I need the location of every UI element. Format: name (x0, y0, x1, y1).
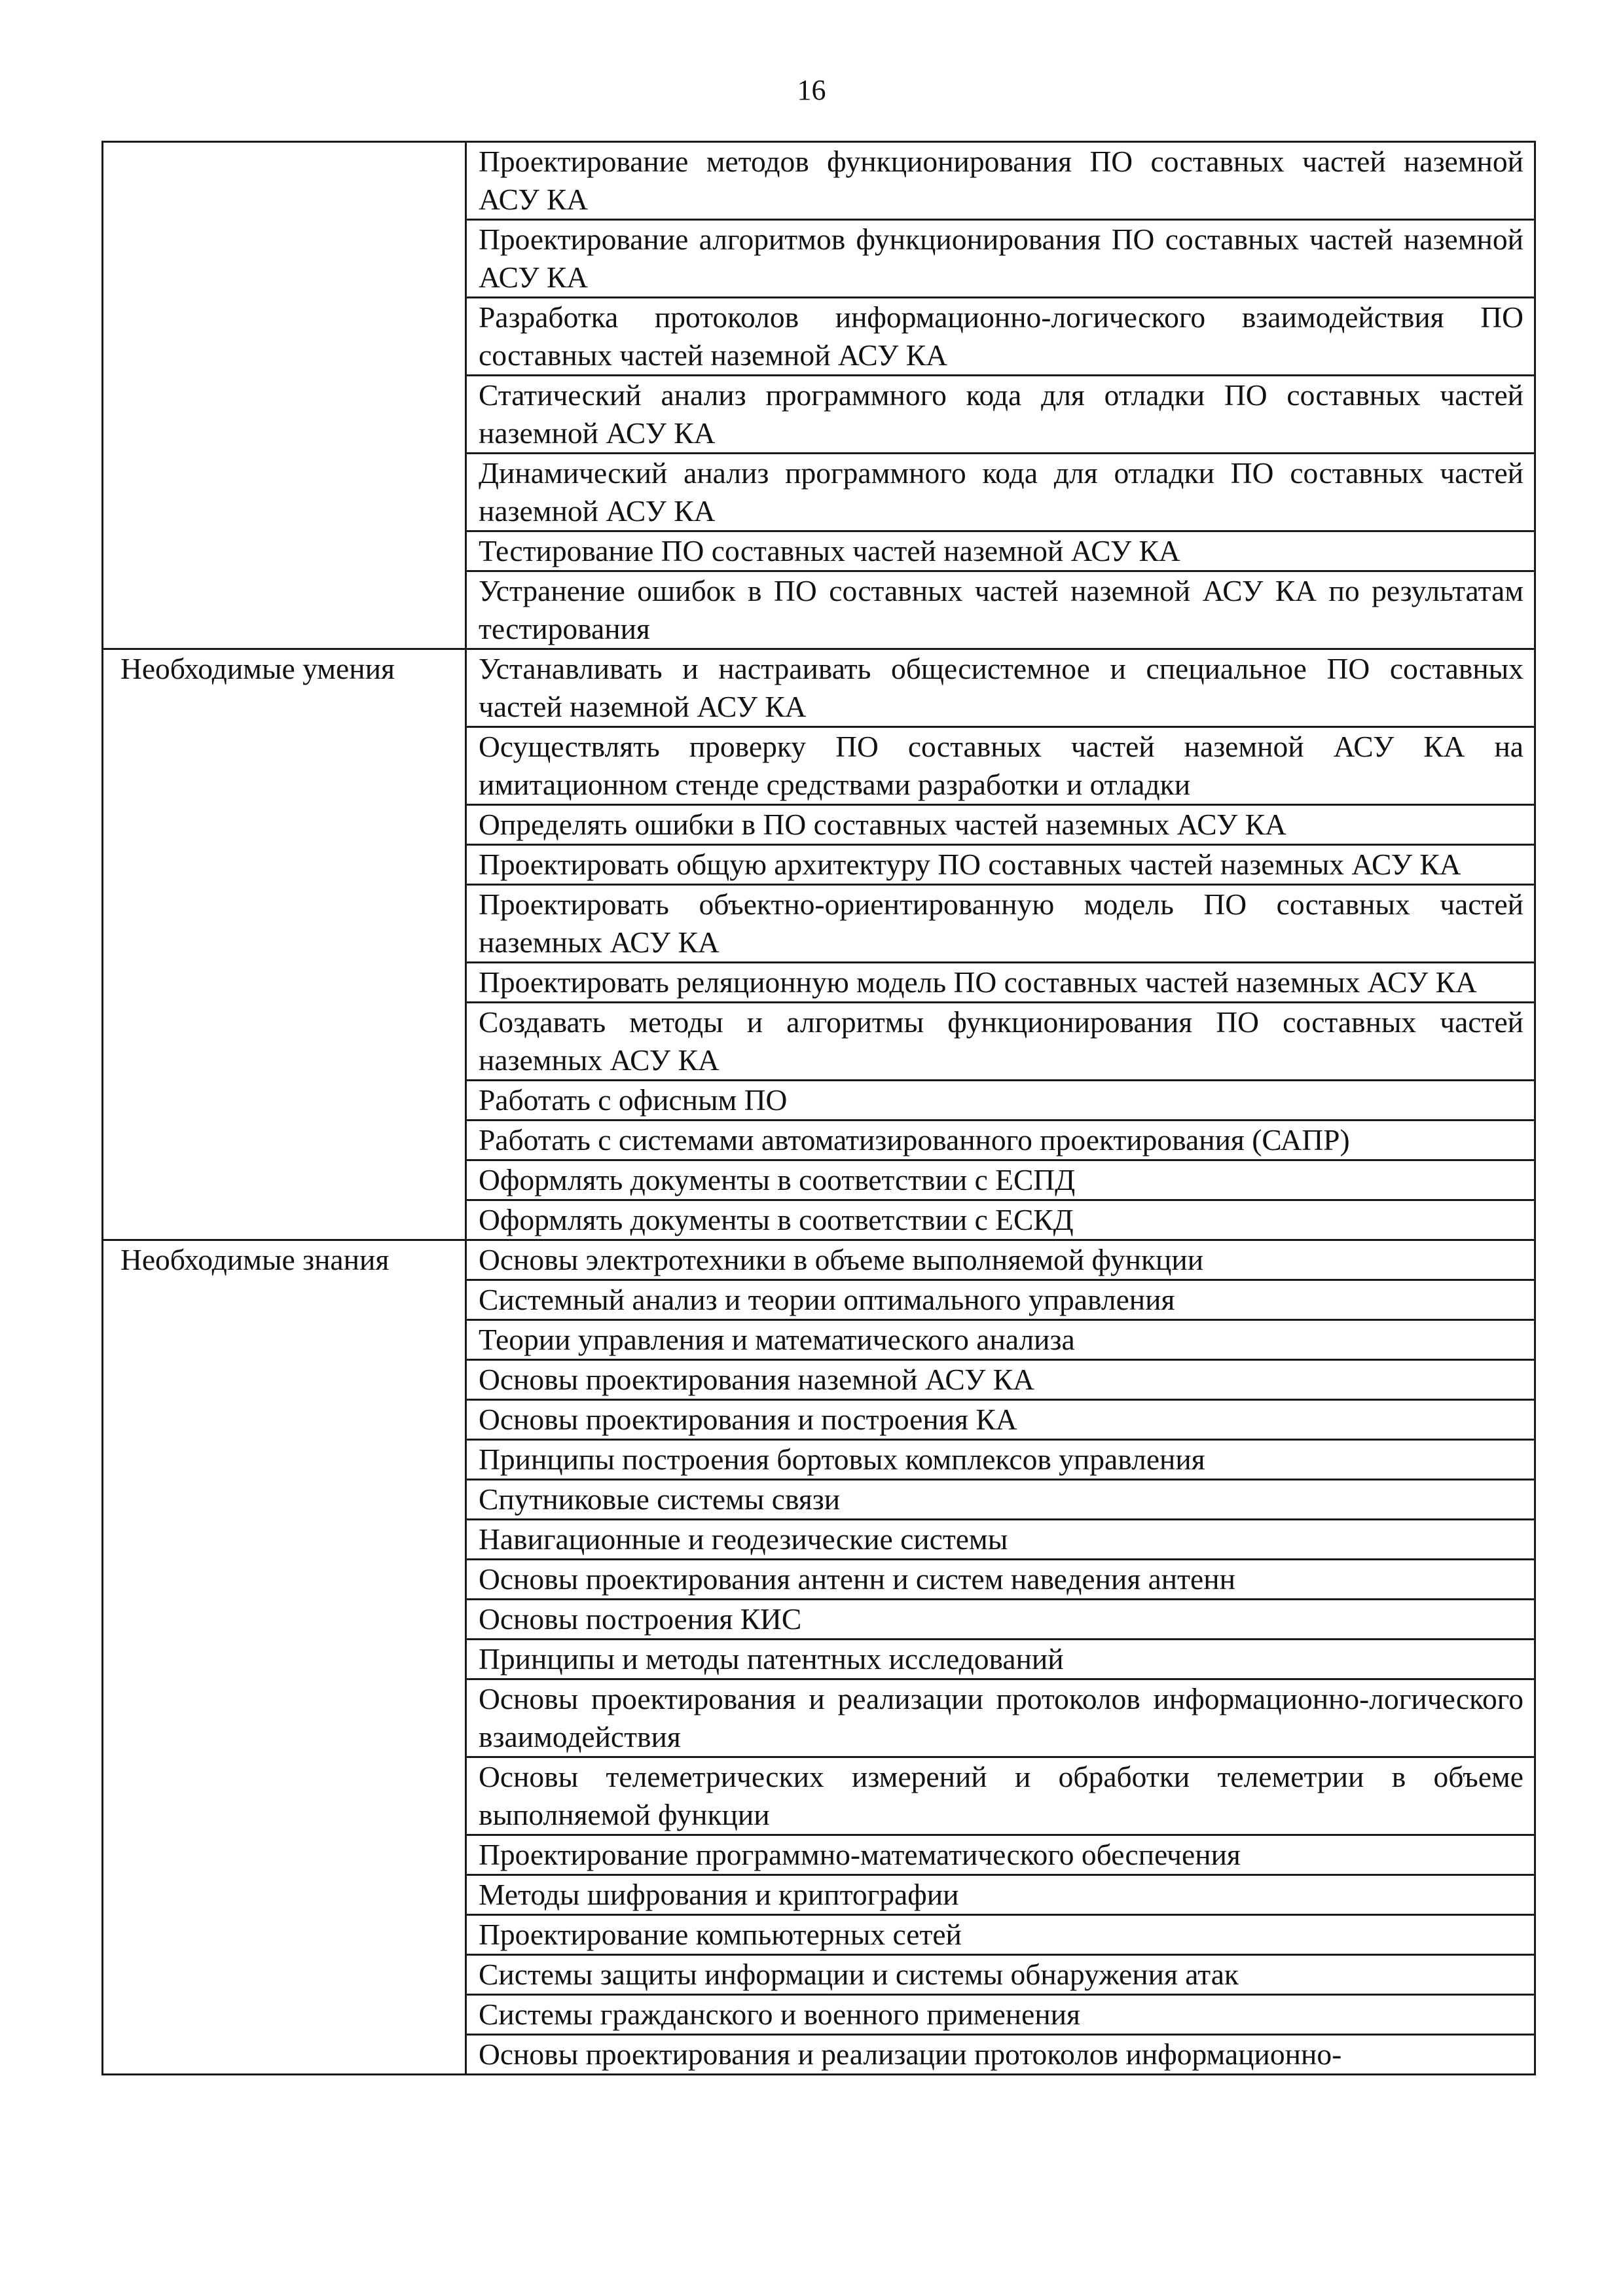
requirement-item: Основы проектирования и построения КА (466, 1400, 1535, 1440)
requirement-item: Оформлять документы в соответствии с ЕСПД (466, 1160, 1535, 1200)
requirement-item: Проектировать общую архитектуру ПО составных частей наземных АСУ КА (466, 845, 1535, 885)
requirement-item: Проектирование методов функционирования ПО составных частей наземной АСУ КА (466, 142, 1535, 220)
section-heading: Необходимые знания (103, 1240, 466, 2075)
requirement-item: Динамический анализ программного кода для отладки ПО составных частей наземной АСУ КА (466, 454, 1535, 531)
requirement-item: Разработка протоколов информационно-логического взаимодействия ПО составных частей наземной АСУ КА (466, 298, 1535, 376)
requirement-item: Статический анализ программного кода для отладки ПО составных частей наземной АСУ КА (466, 376, 1535, 454)
requirement-item: Системы защиты информации и системы обнаружения атак (466, 1955, 1535, 1995)
requirement-item: Основы проектирования и реализации протоколов информационно-логического взаимодействия (466, 1679, 1535, 1757)
requirement-item: Основы электротехники в объеме выполняемой функции (466, 1240, 1535, 1280)
section-heading (103, 142, 466, 649)
requirements-table (101, 141, 1536, 2075)
requirement-item: Проектировать объектно-ориентированную модель ПО составных частей наземных АСУ КА (466, 885, 1535, 963)
requirement-item: Теории управления и математического анализа (466, 1320, 1535, 1360)
requirement-item: Основы построения КИС (466, 1600, 1535, 1640)
requirement-item: Основы проектирования и реализации протоколов информационно- (466, 2035, 1535, 2075)
requirement-item: Основы телеметрических измерений и обработки телеметрии в объеме выполняемой функции (466, 1757, 1535, 1835)
requirement-item: Методы шифрования и криптографии (466, 1875, 1535, 1915)
table-row (103, 1240, 1535, 1280)
requirement-item: Принципы и методы патентных исследований (466, 1640, 1535, 1679)
requirement-item: Тестирование ПО составных частей наземной АСУ КА (466, 531, 1535, 571)
requirement-item: Проектирование программно-математического обеспечения (466, 1835, 1535, 1875)
requirement-item: Проектирование компьютерных сетей (466, 1915, 1535, 1955)
requirement-item: Системный анализ и теории оптимального управления (466, 1280, 1535, 1320)
requirement-item: Работать с офисным ПО (466, 1081, 1535, 1121)
requirement-item: Принципы построения бортовых комплексов управления (466, 1440, 1535, 1480)
requirement-item: Системы гражданского и военного применения (466, 1995, 1535, 2035)
requirement-item: Спутниковые системы связи (466, 1480, 1535, 1520)
requirement-item: Основы проектирования антенн и систем наведения антенн (466, 1560, 1535, 1600)
requirement-item: Устранение ошибок в ПО составных частей наземной АСУ КА по результатам тестирования (466, 571, 1535, 649)
requirement-item: Проектирование алгоритмов функционирования ПО составных частей наземной АСУ КА (466, 220, 1535, 298)
requirement-item: Осуществлять проверку ПО составных частей наземной АСУ КА на имитационном стенде средствами разработки и отладки (466, 727, 1535, 805)
requirement-item: Навигационные и геодезические системы (466, 1520, 1535, 1560)
requirement-item: Создавать методы и алгоритмы функционирования ПО составных частей наземных АСУ КА (466, 1003, 1535, 1081)
section-heading: Необходимые умения (103, 649, 466, 1240)
table-body (103, 142, 1535, 2075)
requirement-item: Устанавливать и настраивать общесистемное и специальное ПО составных частей наземной АСУ КА (466, 649, 1535, 727)
requirement-item: Основы проектирования наземной АСУ КА (466, 1360, 1535, 1400)
page-number: 16 (797, 74, 826, 106)
table-row (103, 142, 1535, 220)
requirement-item: Работать с системами автоматизированного проектирования (САПР) (466, 1121, 1535, 1160)
requirement-item: Проектировать реляционную модель ПО составных частей наземных АСУ КА (466, 963, 1535, 1003)
table-row (103, 649, 1535, 727)
requirement-item: Определять ошибки в ПО составных частей наземных АСУ КА (466, 805, 1535, 845)
requirement-item: Оформлять документы в соответствии с ЕСКД (466, 1200, 1535, 1240)
